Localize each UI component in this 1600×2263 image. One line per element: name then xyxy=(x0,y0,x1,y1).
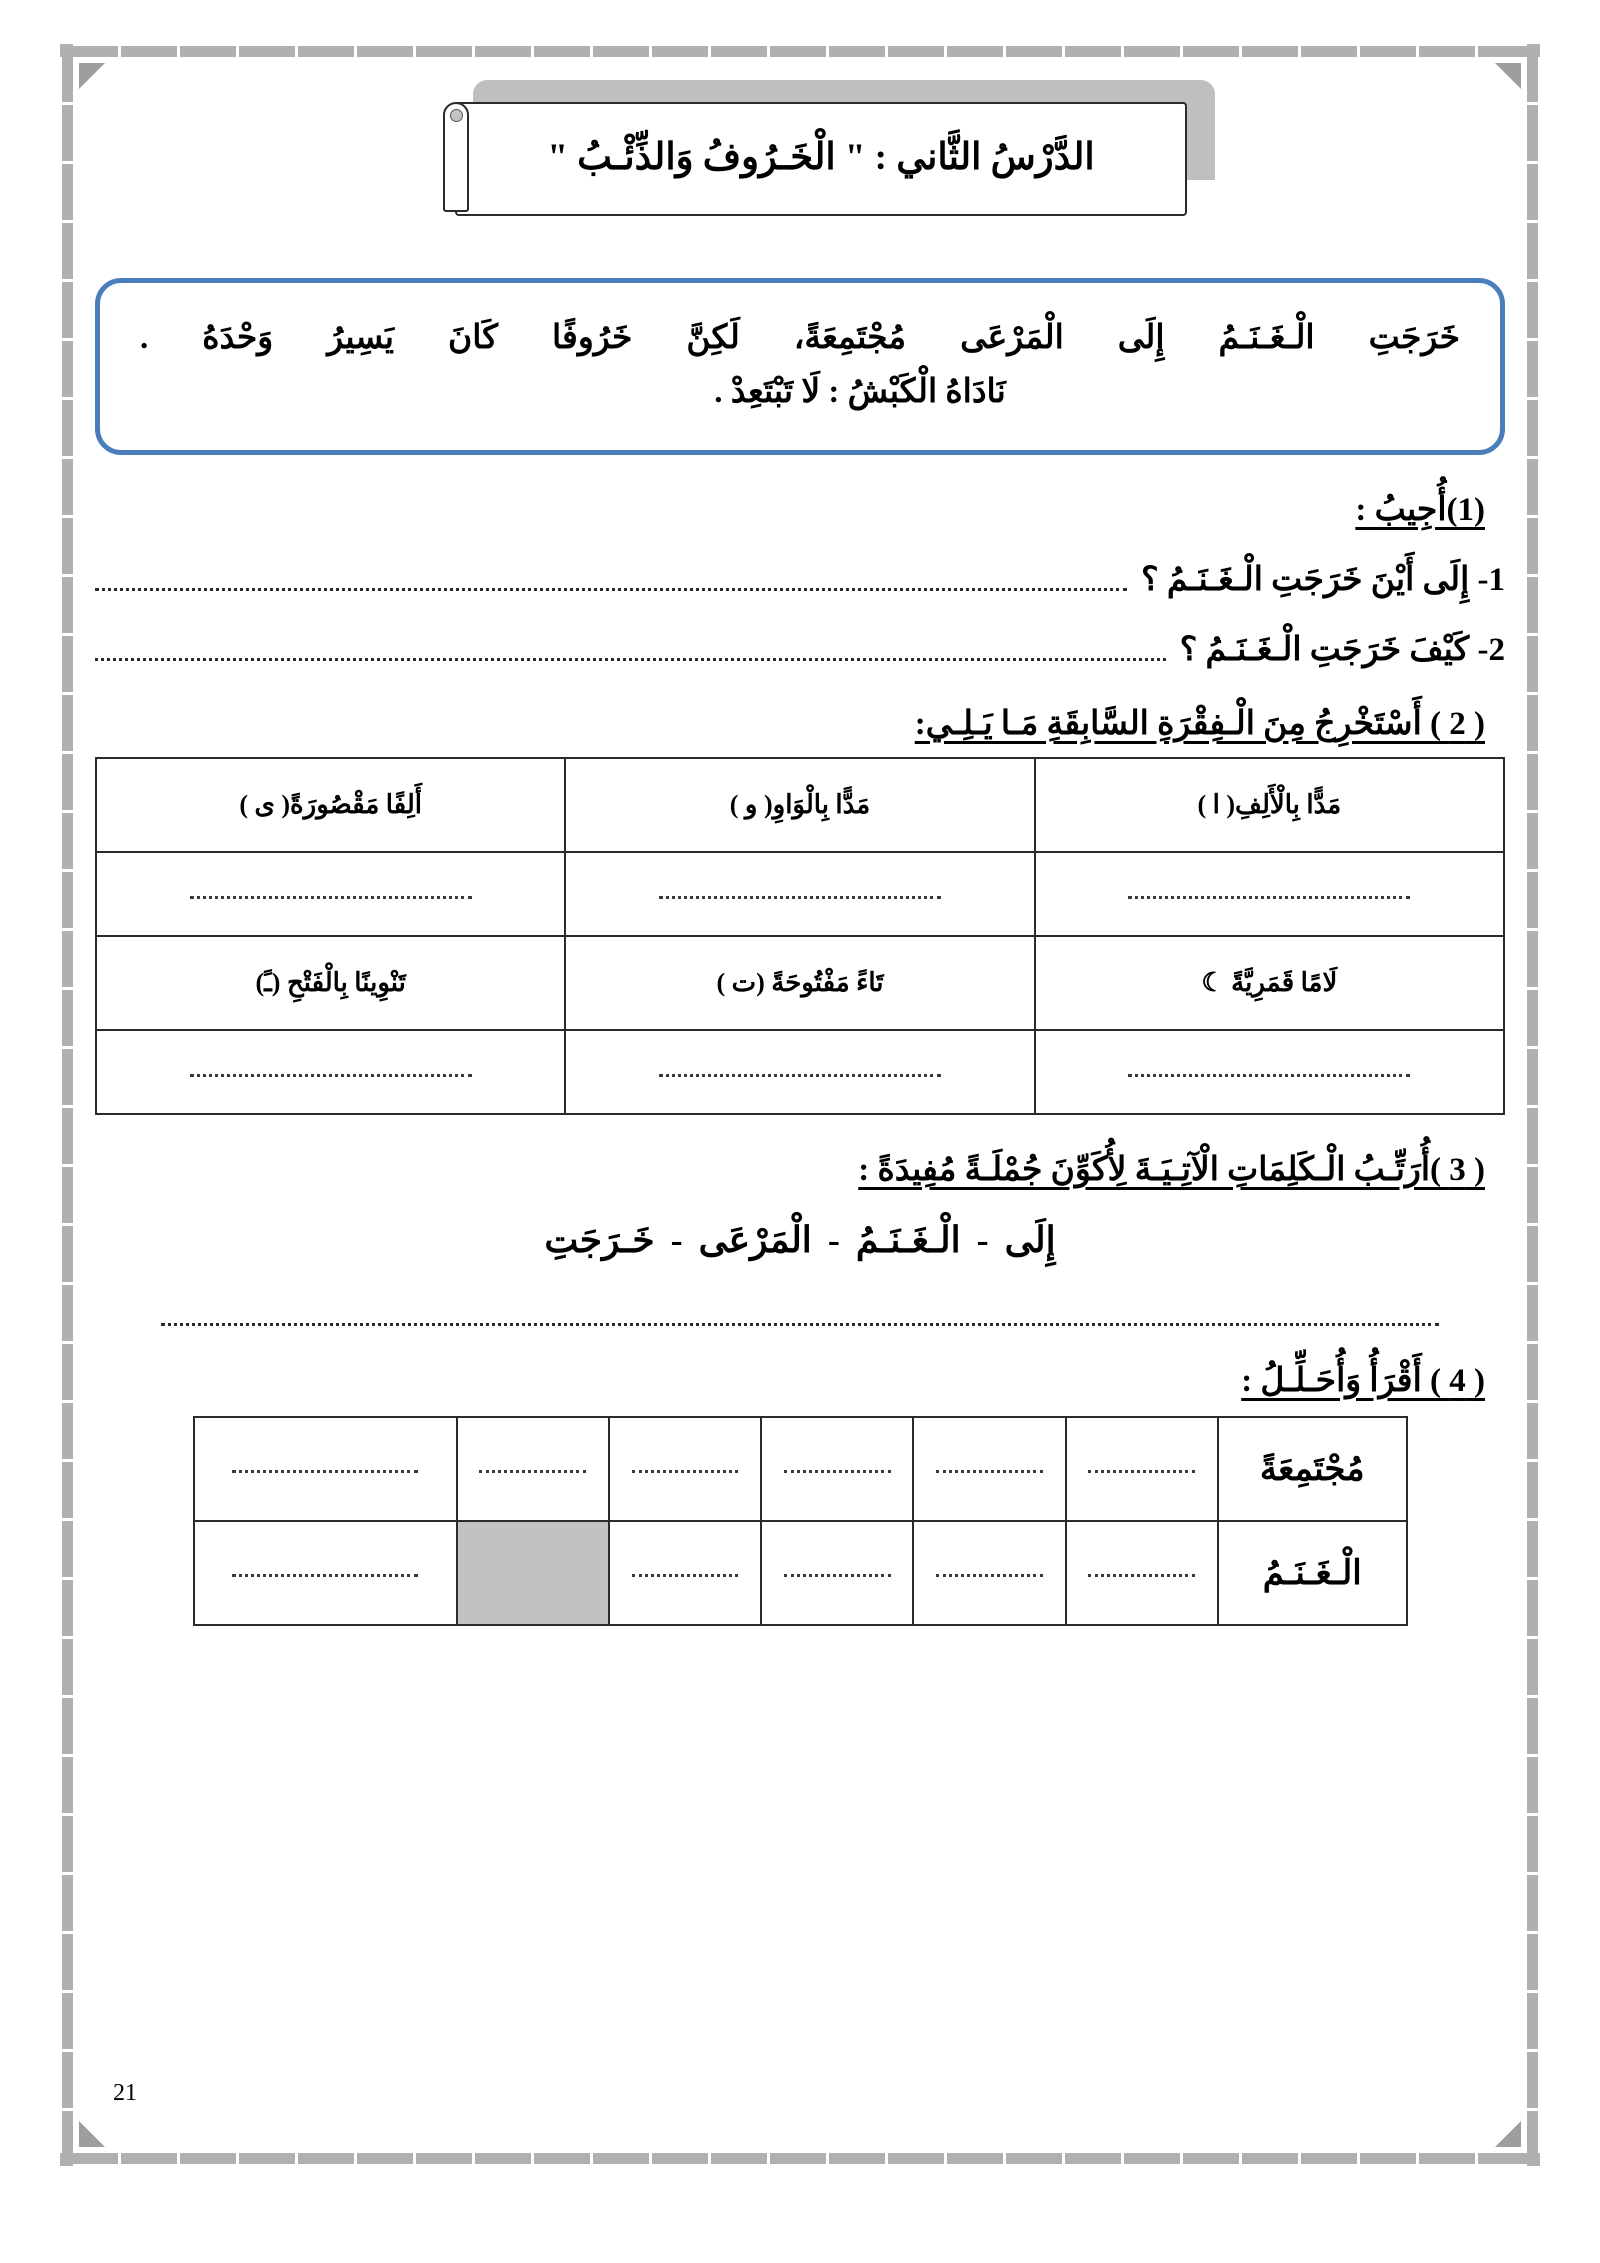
worksheet-content xyxy=(95,80,1505,1626)
analysis-cell-2-2[interactable] xyxy=(913,1521,1065,1625)
question-row-2 xyxy=(95,629,1505,669)
frame-top-bar xyxy=(62,46,1538,57)
analysis-row-1 xyxy=(194,1417,1407,1521)
analysis-cell-1-4[interactable] xyxy=(609,1417,761,1521)
dotted-answer-line xyxy=(479,1460,586,1473)
dotted-answer-line xyxy=(232,1460,419,1473)
scrambled-words-line xyxy=(95,1219,1505,1261)
extraction-label-1-2: مَدًّا بِالْوَاوِ( و ) xyxy=(565,758,1034,852)
lesson-title-banner xyxy=(455,80,1215,240)
passage-line-1: خَرَجَتِ الْـغَـنَـمُ إِلَى الْمَرْعَى مُجْتَمِعَةً، لَكِنَّ خَرُوفًا كَانَ يَسِيرُ وَحْدَهُ . xyxy=(140,320,1460,356)
dotted-answer-line xyxy=(936,1460,1043,1473)
page-title: الدَّرْسُ الثَّاني : " الْخَـرُوفُ وَالذِّئْـبُ " xyxy=(547,137,1095,178)
word-analysis-table xyxy=(193,1416,1408,1626)
question-row-1 xyxy=(95,559,1505,599)
word-separator: - xyxy=(670,1219,683,1260)
section-4-heading: ( 4 ) أَقْرَأُ وَأُحَـلِّـلُ : xyxy=(1241,1362,1485,1399)
dotted-answer-line xyxy=(659,884,941,899)
extraction-table xyxy=(95,757,1505,1115)
dotted-answer-line xyxy=(632,1564,739,1577)
frame-corner-square-top-left xyxy=(60,44,73,57)
analysis-word-2: الْـغَـنَـمُ xyxy=(1218,1521,1407,1625)
analysis-cell-1-5[interactable] xyxy=(457,1417,609,1521)
question-2-answer-line[interactable] xyxy=(95,642,1166,661)
analysis-cell-2-5-shaded[interactable] xyxy=(457,1521,609,1625)
section-2-heading: ( 2 ) أَسْتَخْرِجُ مِنَ الْـفِقْرَةِ السَّابِقَةِ مَـا يَـلِـي: xyxy=(914,705,1485,742)
extraction-blank-2-3[interactable] xyxy=(96,1030,565,1114)
dotted-answer-line xyxy=(190,1062,472,1077)
dotted-answer-line xyxy=(1088,1564,1195,1577)
analysis-cell-1-1[interactable] xyxy=(1066,1417,1218,1521)
section-3-heading: ( 3 )أُرَتِّـبُ الْـكَلِمَاتِ الْآتِـيَـةَ لِأُكَوِّنَ جُمْلَـةً مُفِيدَةً : xyxy=(858,1151,1485,1188)
scrambled-word-3: الْمَرْعَى xyxy=(698,1219,812,1260)
sentence-answer-line[interactable] xyxy=(161,1305,1439,1326)
extraction-blank-2-1[interactable] xyxy=(1035,1030,1504,1114)
extraction-blank-row-1 xyxy=(96,852,1504,936)
dotted-answer-line xyxy=(659,1062,941,1077)
word-separator: - xyxy=(827,1219,840,1260)
dotted-answer-line xyxy=(1088,1460,1195,1473)
extraction-blank-1-3[interactable] xyxy=(96,852,565,936)
dotted-answer-line xyxy=(784,1564,891,1577)
extraction-label-1-1: مَدًّا بِالْأَلِفِ( ا ) xyxy=(1035,758,1504,852)
section-1-heading: (1)أُجِيبُ : xyxy=(1355,491,1485,528)
scroll-curl-icon xyxy=(443,102,469,212)
extraction-blank-1-2[interactable] xyxy=(565,852,1034,936)
analysis-cell-1-2[interactable] xyxy=(913,1417,1065,1521)
title-banner-box xyxy=(455,102,1187,216)
extraction-label-2-2: تَاءً مَفْتُوحَةً (ت ) xyxy=(565,936,1034,1030)
scrambled-word-4: خَـرَجَتِ xyxy=(544,1219,655,1260)
dotted-answer-line xyxy=(1128,1062,1410,1077)
analysis-cell-2-6[interactable] xyxy=(194,1521,457,1625)
scrambled-word-1: إِلَى xyxy=(1004,1219,1056,1260)
analysis-cell-2-4[interactable] xyxy=(609,1521,761,1625)
analysis-cell-1-3[interactable] xyxy=(761,1417,913,1521)
analysis-row-2 xyxy=(194,1521,1407,1625)
scrambled-word-2: الْـغَـنَـمُ xyxy=(855,1219,961,1260)
frame-corner-triangle-bottom-left xyxy=(79,2121,105,2147)
extraction-blank-row-2 xyxy=(96,1030,1504,1114)
passage-line-2: نَادَاهُ الْكَبْشُ : لَا تَبْتَعِدْ . xyxy=(714,374,1006,411)
frame-bottom-bar xyxy=(62,2153,1538,2164)
page-number: 21 xyxy=(113,2080,137,2106)
extraction-label-2-3: تَنْوِينًا بِالْفَتْحِ (ـً) xyxy=(96,936,565,1030)
frame-corner-triangle-bottom-right xyxy=(1495,2121,1521,2147)
frame-corner-square-bottom-left xyxy=(60,2153,73,2166)
analysis-cell-2-3[interactable] xyxy=(761,1521,913,1625)
analysis-word-1: مُجْتَمِعَةً xyxy=(1218,1417,1407,1521)
extraction-label-row-1 xyxy=(96,758,1504,852)
analysis-cell-1-6[interactable] xyxy=(194,1417,457,1521)
frame-left-bar xyxy=(62,46,73,2164)
dotted-answer-line xyxy=(232,1564,419,1577)
frame-corner-square-bottom-right xyxy=(1527,2153,1540,2166)
extraction-label-1-3: أَلِفًا مَقْصُورَةً( ى ) xyxy=(96,758,565,852)
question-2-text: 2- كَيْفَ خَرَجَتِ الْـغَـنَـمُ ؟ xyxy=(1179,631,1505,668)
extraction-blank-2-2[interactable] xyxy=(565,1030,1034,1114)
reading-passage-box xyxy=(95,278,1505,455)
extraction-label-row-2 xyxy=(96,936,1504,1030)
word-separator: - xyxy=(976,1219,989,1260)
dotted-answer-line xyxy=(936,1564,1043,1577)
frame-right-bar xyxy=(1527,46,1538,2164)
dotted-answer-line xyxy=(784,1460,891,1473)
extraction-label-2-1: لَامًا قَمَرِيَّةً ☾ xyxy=(1035,936,1504,1030)
frame-corner-square-top-right xyxy=(1527,44,1540,57)
dotted-answer-line xyxy=(1128,884,1410,899)
extraction-blank-1-1[interactable] xyxy=(1035,852,1504,936)
question-1-text: 1- إِلَى أَيْنَ خَرَجَتِ الْـغَـنَـمُ ؟ xyxy=(1141,561,1505,598)
dotted-answer-line xyxy=(632,1460,739,1473)
question-1-answer-line[interactable] xyxy=(95,572,1127,591)
analysis-cell-2-1[interactable] xyxy=(1066,1521,1218,1625)
dotted-answer-line xyxy=(190,884,472,899)
